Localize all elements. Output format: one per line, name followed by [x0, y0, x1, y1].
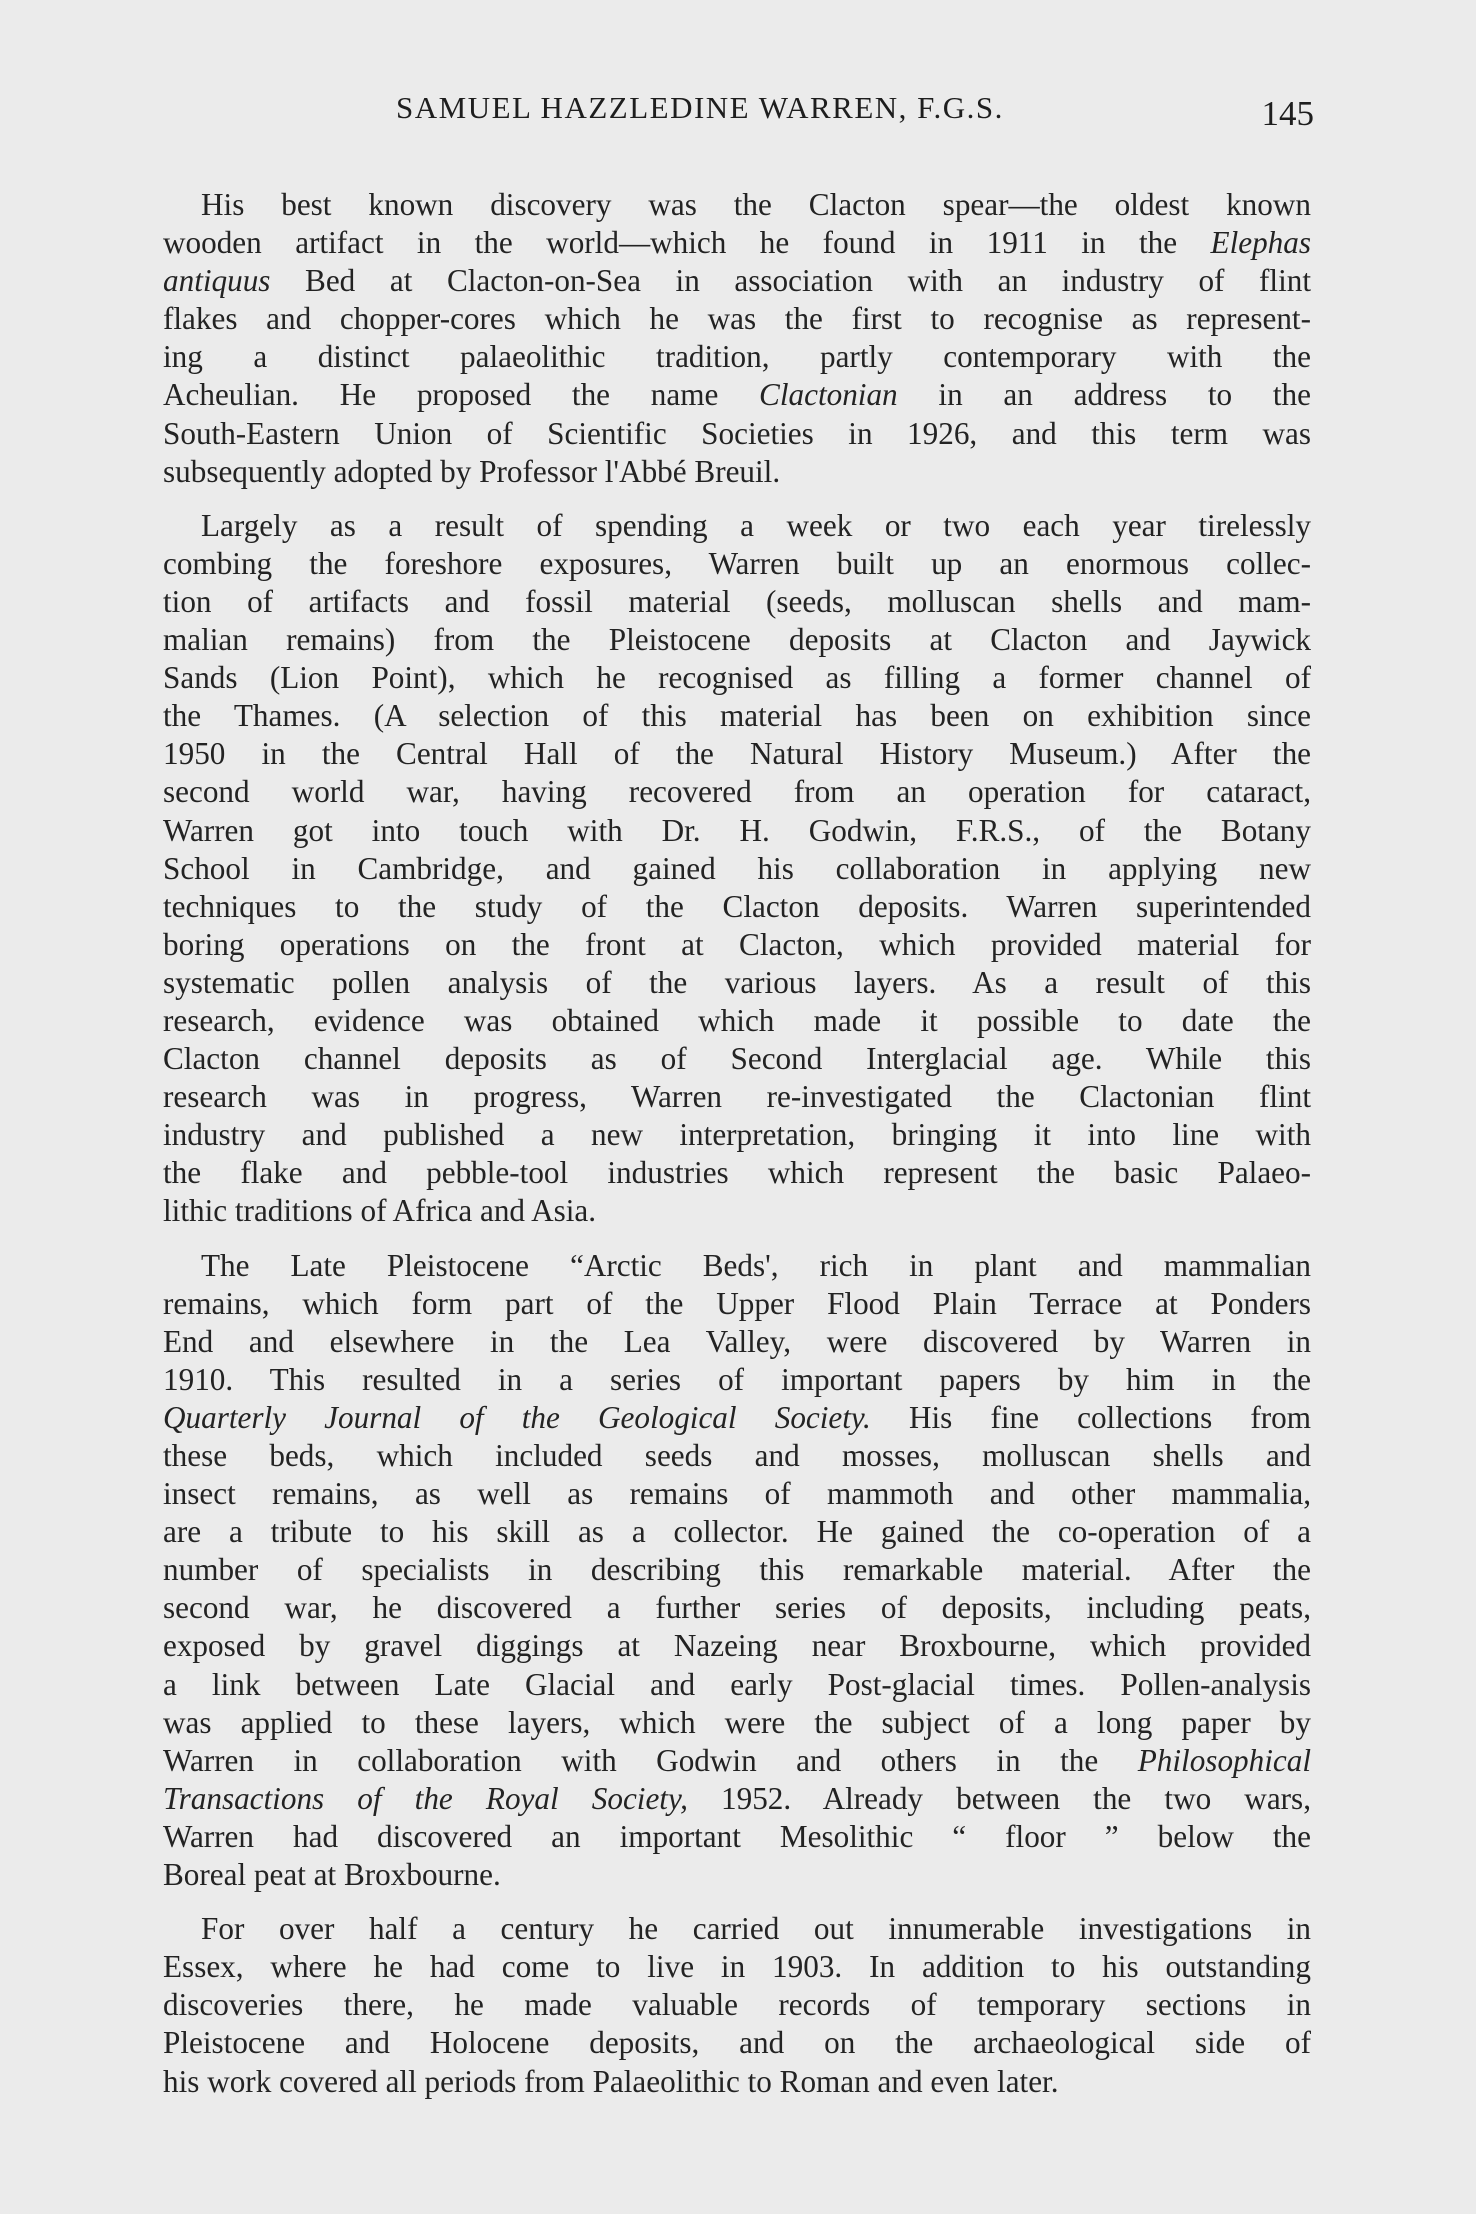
text-line [163, 186, 1311, 224]
paragraph [163, 507, 1311, 1231]
text-line [163, 1910, 1311, 1948]
text-run: second world war, having recovered from an operation for cataract, [163, 774, 1311, 810]
italic-text: Quarterly Journal of the Geological Society. [163, 1399, 871, 1435]
text-line [163, 1818, 1311, 1856]
text-run: Clacton channel deposits as of Second Interglacial age. While this [163, 1041, 1311, 1077]
text-line [163, 1475, 1311, 1513]
text-line [163, 1704, 1311, 1742]
running-head [164, 84, 1314, 144]
text-line [163, 1513, 1311, 1551]
text-run: remains, which form part of the Upper Flood Plain Terrace at Ponders [163, 1285, 1311, 1321]
text-run: South-Eastern Union of Scientific Societies in 1926, and this term was [163, 415, 1311, 451]
text-line [163, 850, 1311, 888]
text-run: systematic pollen analysis of the various layers. As a result of this [163, 964, 1311, 1000]
text-run: End and elsewhere in the Lea Valley, were discovered by Warren in [163, 1323, 1311, 1359]
text-line [163, 735, 1311, 773]
text-run: combing the foreshore exposures, Warren built up an enormous collec- [163, 545, 1311, 581]
text-run: his work covered all periods from Palaeolithic to Roman and even later. [163, 2063, 1059, 2099]
text-line [163, 1551, 1311, 1589]
text-line [163, 545, 1311, 583]
text-line [163, 1399, 1311, 1437]
text-run: research, evidence was obtained which made it possible to date the [163, 1002, 1311, 1038]
italic-text: Elephas [1210, 225, 1311, 261]
text-run: industry and published a new interpretation, bringing it into line with [163, 1117, 1311, 1153]
text-run: Essex, where he had come to live in 1903. In addition to his outstanding [163, 1949, 1311, 1985]
text-run: For over half a century he carried out innumerable investigations in [201, 1911, 1311, 1947]
text-line [163, 224, 1311, 262]
text-run: these beds, which included seeds and mosses, molluscan shells and [163, 1438, 1311, 1473]
text-run: The Late Pleistocene “Arctic Beds', rich in plant and mammalian [201, 1247, 1311, 1283]
paragraph [163, 1247, 1311, 1895]
text-run: Warren had discovered an important Mesolithic “ floor ” below the [163, 1818, 1311, 1854]
text-line [163, 1780, 1311, 1818]
text-run: techniques to the study of the Clacton deposits. Warren superintended [163, 888, 1311, 924]
text-run: Largely as a result of spending a week or two each year tirelessly [201, 507, 1311, 543]
text-line [163, 1285, 1311, 1323]
text-run: second war, he discovered a further series of deposits, including peats, [163, 1590, 1311, 1626]
text-run: in an address to the [897, 377, 1311, 413]
text-line [163, 1856, 1311, 1894]
text-line [163, 376, 1311, 414]
text-line [163, 1361, 1311, 1399]
text-run: lithic traditions of Africa and Asia. [163, 1193, 597, 1229]
text-line [163, 1154, 1311, 1192]
text-line [163, 1192, 1311, 1230]
text-run: research was in progress, Warren re-investigated the Clactonian flint [163, 1079, 1311, 1115]
text-run: Pleistocene and Holocene deposits, and on the archaeological side of [163, 2025, 1311, 2061]
text-line [163, 1040, 1311, 1078]
text-line [163, 1247, 1311, 1285]
italic-text: Transactions of the Royal Society, [163, 1780, 688, 1816]
text-run: flakes and chopper-cores which he was the first to recognise as represent- [163, 301, 1311, 337]
paragraph [163, 1910, 1311, 2100]
text-line [163, 1437, 1311, 1475]
text-run: was applied to these layers, which were the subject of a long paper by [163, 1704, 1311, 1740]
text-line [163, 2063, 1311, 2101]
text-line [163, 507, 1311, 545]
text-run: tion of artifacts and fossil material (seeds, molluscan shells and mam- [163, 583, 1311, 619]
italic-text: Philosophical [1137, 1742, 1311, 1778]
text-run: 1952. Already between the two wars, [687, 1780, 1311, 1816]
text-line [163, 659, 1311, 697]
text-run: subsequently adopted by Professor l'Abbé Breuil. [163, 453, 781, 489]
text-run: wooden artifact in the world—which he found in 1911 in the [163, 225, 1211, 261]
text-line [163, 926, 1311, 964]
text-line [163, 1002, 1311, 1040]
text-run: exposed by gravel diggings at Nazeing near Broxbourne, which provided [163, 1628, 1311, 1664]
text-line [163, 1986, 1311, 2024]
text-run: boring operations on the front at Clacton, which provided material for [163, 926, 1311, 962]
italic-text: Clactonian [759, 377, 898, 413]
text-line [163, 1627, 1311, 1665]
text-run: insect remains, as well as remains of mammoth and other mammalia, [163, 1476, 1311, 1512]
text-run: Warren got into touch with Dr. H. Godwin, F.R.S., of the Botany [163, 812, 1311, 848]
text-line [163, 697, 1311, 735]
text-run: malian remains) from the Pleistocene deposits at Clacton and Jaywick [163, 622, 1311, 658]
text-run: the flake and pebble-tool industries which represent the basic Palaeo- [163, 1155, 1311, 1191]
text-line [163, 1666, 1311, 1704]
page-number: 145 [1261, 94, 1314, 133]
text-run: a link between Late Glacial and early Post-glacial times. Pollen-analysis [163, 1666, 1311, 1702]
text-run: Bed at Clacton-on-Sea in association with an industry of flint [270, 263, 1311, 299]
text-run: the Thames. (A selection of this material has been on exhibition since [163, 698, 1311, 734]
text-line [163, 453, 1311, 491]
body-text [163, 186, 1311, 2117]
text-line [163, 338, 1311, 376]
text-line [163, 1323, 1311, 1361]
text-run: 1910. This resulted in a series of important papers by him in the [163, 1361, 1311, 1397]
text-line [163, 773, 1311, 811]
text-run: Sands (Lion Point), which he recognised as filling a former channel of [163, 660, 1311, 696]
text-run: His fine collections from [870, 1399, 1311, 1435]
text-line [163, 583, 1311, 621]
paragraph [163, 186, 1311, 491]
text-run: number of specialists in describing this remarkable material. After the [163, 1552, 1311, 1588]
text-run: His best known discovery was the Clacton spear—the oldest known [201, 187, 1311, 222]
text-line [163, 812, 1311, 850]
text-run: discoveries there, he made valuable records of temporary sections in [163, 1987, 1311, 2023]
text-line [163, 1078, 1311, 1116]
text-line [163, 888, 1311, 926]
text-line [163, 1116, 1311, 1154]
italic-text: antiquus [163, 263, 271, 299]
text-line [163, 300, 1311, 338]
text-run: Warren in collaboration with Godwin and others in the [163, 1742, 1138, 1778]
text-run: 1950 in the Central Hall of the Natural History Museum.) After the [163, 736, 1311, 772]
text-run: Boreal peat at Broxbourne. [163, 1857, 501, 1893]
text-run: Acheulian. He proposed the name [163, 377, 760, 413]
text-line [163, 415, 1311, 453]
text-run: School in Cambridge, and gained his collaboration in applying new [163, 850, 1311, 886]
text-line [163, 621, 1311, 659]
text-run: ing a distinct palaeolithic tradition, partly contemporary with the [163, 339, 1311, 375]
text-run: are a tribute to his skill as a collector. He gained the co-operation of a [163, 1514, 1311, 1550]
text-line [163, 262, 1311, 300]
text-line [163, 1742, 1311, 1780]
text-line [163, 1948, 1311, 1986]
running-title: SAMUEL HAZZLEDINE WARREN, F.G.S. [396, 90, 1004, 125]
text-line [163, 2024, 1311, 2062]
text-line [163, 964, 1311, 1002]
text-line [163, 1589, 1311, 1627]
